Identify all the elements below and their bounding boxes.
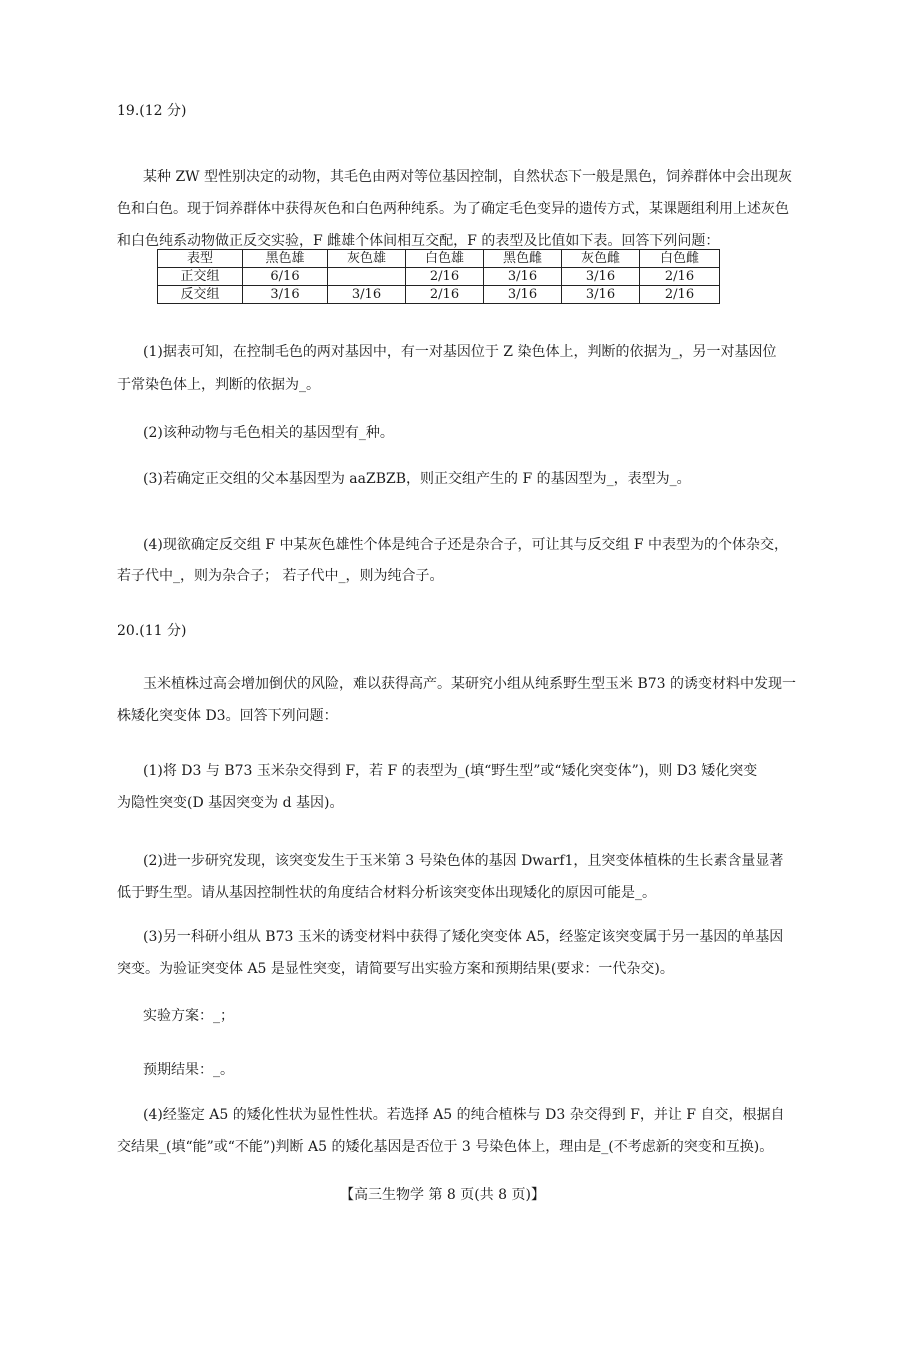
- q20-intro-line-2: 株矮化突变体 D3。回答下列问题：: [117, 708, 338, 724]
- q20-part1-line-1: (1)将 D3 与 B73 玉米杂交得到 F，若 F 的表型为_(填“野生型”或“矮化突变体”)，则 D3 矮化突变: [143, 763, 758, 779]
- table-cell: 3/16: [484, 286, 562, 304]
- q20-intro-line-1: 玉米植株过高会增加倒伏的风险，难以获得高产。某研究小组从纯系野生型玉米 B73 的诱变材料中发现一: [143, 676, 797, 692]
- phenotype-table: [157, 249, 720, 304]
- table-cell: 2/16: [406, 268, 484, 286]
- q20-part3-line-2: 突变。为验证突变体 A5 是显性突变，请简要写出实验方案和预期结果(要求：一代杂交)。: [117, 961, 674, 977]
- q19-part4-line-2: 若子代中_，则为杂合子； 若子代中_，则为纯合子。: [117, 568, 444, 584]
- table-header-cell: 灰色雄: [328, 250, 406, 268]
- table-cell: 3/16: [562, 268, 640, 286]
- table-cell: 3/16: [562, 286, 640, 304]
- table-header-cell: 灰色雌: [562, 250, 640, 268]
- q20-part1-line-2: 为隐性突变(D 基因突变为 d 基因)。: [117, 795, 344, 811]
- q19-part2: (2)该种动物与毛色相关的基因型有_种。: [143, 425, 394, 441]
- table-header-cell: 黑色雄: [243, 250, 328, 268]
- q20-part3-line-1: (3)另一科研小组从 B73 玉米的诱变材料中获得了矮化突变体 A5，经鉴定该突变属于另一基因的单基因: [143, 929, 784, 945]
- q19-heading: 19.(12 分): [117, 103, 187, 119]
- q20-part4-line-2: 交结果_(填“能”或“不能”)判断 A5 的矮化基因是否位于 3 号染色体上，理由是_(不考虑新的突变和互换)。: [117, 1139, 774, 1155]
- table-cell: 正交组: [158, 268, 243, 286]
- table-header-cell: 黑色雌: [484, 250, 562, 268]
- table-row: [158, 268, 720, 286]
- q19-intro-line-1: 某种 ZW 型性别决定的动物，其毛色由两对等位基因控制，自然状态下一般是黑色，饲养群体中会出现灰: [143, 169, 793, 185]
- q20-part2-line-2: 低于野生型。请从基因控制性状的角度结合材料分析该突变体出现矮化的原因可能是_。: [117, 885, 656, 901]
- table-header-cell: 白色雌: [640, 250, 720, 268]
- q20-part2-line-1: (2)进一步研究发现，该突变发生于玉米第 3 号染色体的基因 Dwarf1，且突变体植株的生长素含量显著: [143, 853, 784, 869]
- q19-part1-line-2: 于常染色体上，判断的依据为_。: [117, 377, 320, 393]
- q20-result: 预期结果：_。: [143, 1062, 234, 1078]
- page-footer: 【高三生物学 第 8 页(共 8 页)】: [340, 1187, 545, 1203]
- q19-part1-line-1: (1)据表可知，在控制毛色的两对基因中，有一对基因位于 Z 染色体上，判断的依据为_，另一对基因位: [143, 344, 777, 360]
- table-header-row: [158, 250, 720, 268]
- table-cell: [328, 268, 406, 286]
- table-cell: 3/16: [328, 286, 406, 304]
- q19-intro-line-2: 色和白色。现于饲养群体中获得灰色和白色两种纯系。为了确定毛色变异的遗传方式，某课题组利用上述灰色: [117, 201, 789, 217]
- q20-part4-line-1: (4)经鉴定 A5 的矮化性状为显性性状。若选择 A5 的纯合植株与 D3 杂交得到 F，并让 F 自交，根据自: [143, 1107, 785, 1123]
- table-cell: 2/16: [640, 268, 720, 286]
- table-header-cell: 表型: [158, 250, 243, 268]
- q20-heading: 20.(11 分): [117, 623, 187, 639]
- table-row: [158, 286, 720, 304]
- table-cell: 6/16: [243, 268, 328, 286]
- q20-plan: 实验方案：_；: [143, 1008, 234, 1024]
- q19-part4-line-1: (4)现欲确定反交组 F 中某灰色雄性个体是纯合子还是杂合子，可让其与反交组 F 中表型为的个体杂交，: [143, 537, 789, 553]
- q19-intro-line-3: 和白色纯系动物做正反交实验，F 雌雄个体间相互交配，F 的表型及比值如下表。回答下列问题：: [117, 233, 720, 249]
- table-cell: 2/16: [640, 286, 720, 304]
- table-cell: 2/16: [406, 286, 484, 304]
- table-cell: 3/16: [243, 286, 328, 304]
- table-cell: 3/16: [484, 268, 562, 286]
- q19-part3: (3)若确定正交组的父本基因型为 aaZBZB，则正交组产生的 F 的基因型为_，表型为_。: [143, 471, 691, 487]
- table-cell: 反交组: [158, 286, 243, 304]
- table-header-cell: 白色雄: [406, 250, 484, 268]
